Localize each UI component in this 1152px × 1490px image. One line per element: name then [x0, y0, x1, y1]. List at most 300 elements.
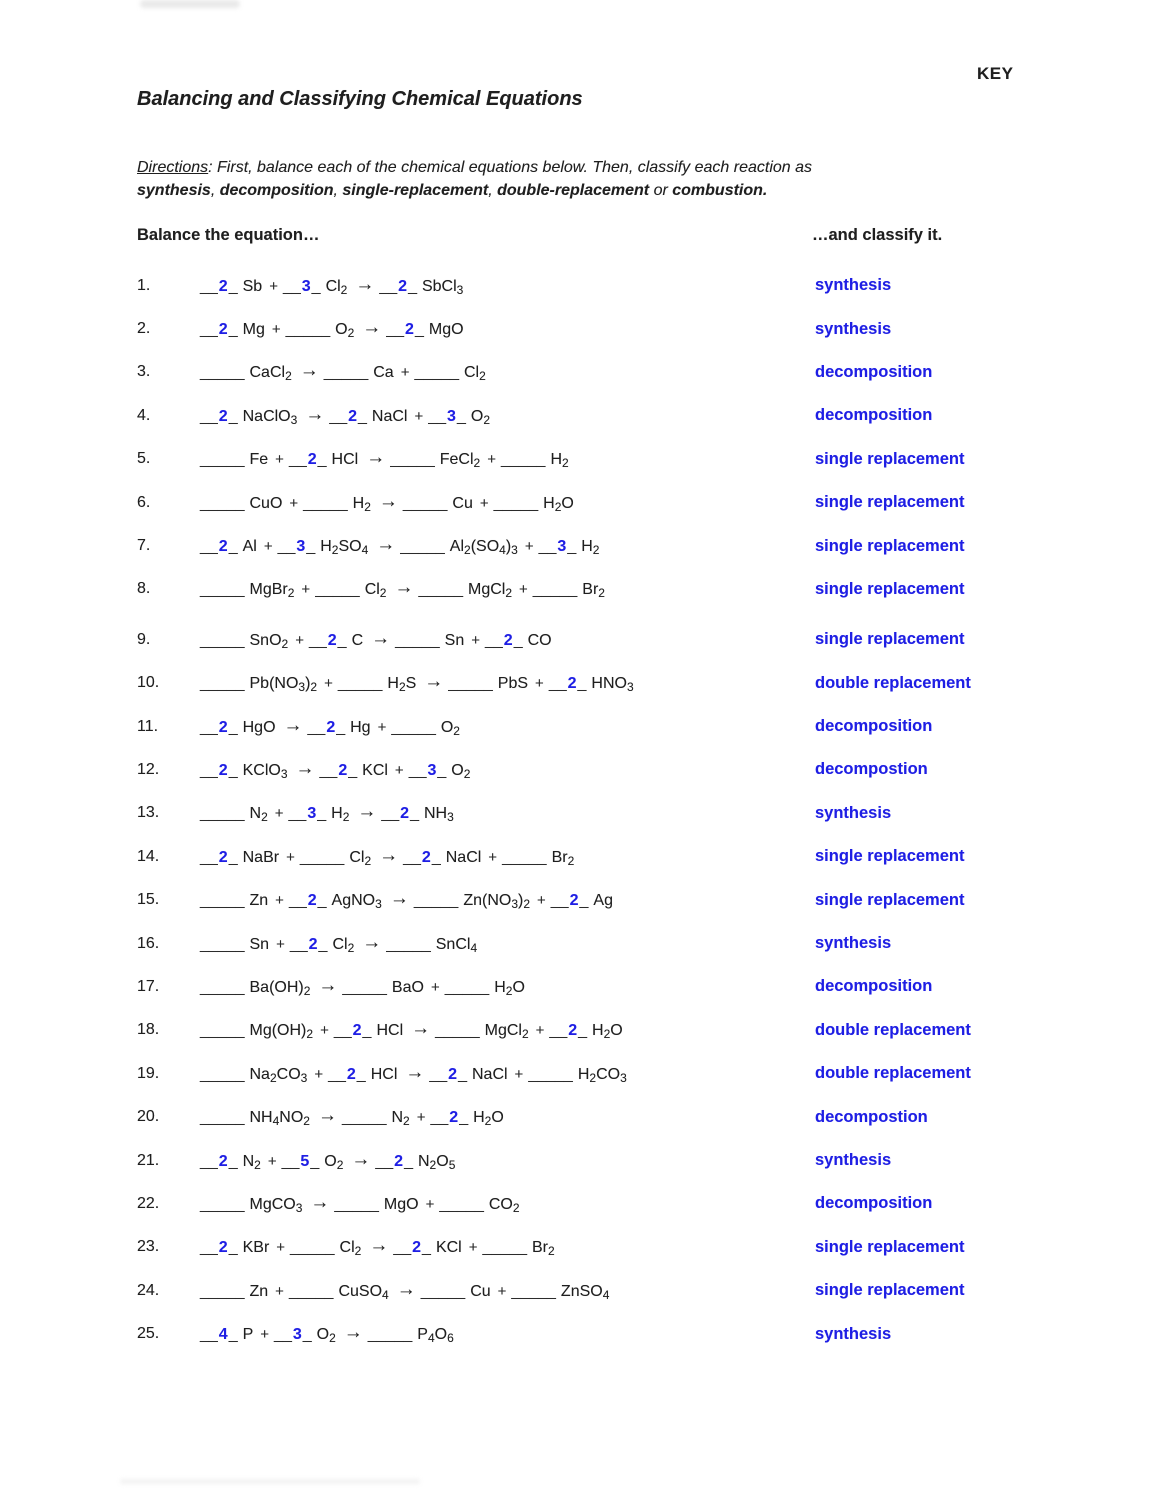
reaction-type-term: synthesis [137, 181, 211, 199]
equation-body [200, 1193, 525, 1215]
coefficient-value: 2 [348, 407, 358, 425]
answer-blank-empty [200, 1066, 245, 1083]
chemical-formula: Sn [444, 631, 465, 649]
coefficient-value: 3 [557, 538, 567, 556]
equation-number: 25. [137, 1325, 160, 1343]
answer-blank-filled [549, 675, 587, 692]
plus-operator: + [416, 1109, 426, 1127]
answer-blank-empty [445, 979, 490, 996]
reaction-arrow-icon: → [411, 1018, 431, 1040]
blank-line: __ [200, 718, 218, 736]
answer-blank-filled [539, 538, 577, 555]
answer-blank-empty [200, 451, 245, 468]
chemical-formula: MgCl$_2$ [484, 1022, 529, 1042]
blank-line: __ [430, 1109, 449, 1127]
blank-line: _____ [315, 581, 360, 599]
answer-blank-empty [501, 451, 546, 468]
blank-line: _____ [493, 494, 539, 512]
coefficient-value: 4 [218, 1326, 228, 1344]
blank-line: _ [310, 1152, 320, 1170]
blank-line: __ [333, 1022, 352, 1040]
blank-line: __ [274, 1326, 292, 1344]
chemical-formula: Sb [242, 277, 263, 295]
blank-line: _ [362, 1022, 372, 1040]
reaction-arrow-icon: → [295, 757, 315, 779]
answer-blank-empty [338, 675, 383, 692]
blank-line: _ [404, 1152, 413, 1170]
answer-blank-filled [278, 538, 316, 555]
coefficient-value: 5 [300, 1152, 310, 1170]
answer-blank-empty [421, 1283, 466, 1300]
equation-number: 5. [137, 450, 151, 468]
blank-line: __ [282, 277, 301, 295]
blank-line: __ [288, 451, 307, 469]
answer-blank-empty [528, 1066, 573, 1083]
chemical-formula: ZnSO$_4$ [560, 1282, 610, 1302]
equation-row [137, 1139, 1152, 1182]
plus-operator: + [301, 581, 311, 599]
equation-row [137, 878, 1152, 921]
chemical-formula: $HNO_3$ [591, 675, 634, 695]
blank-line: _____ [303, 494, 348, 512]
blank-line: __ [200, 1326, 218, 1344]
reaction-type-term: single-replacement [342, 181, 489, 199]
reaction-arrow-icon: → [305, 403, 325, 425]
blank-line: _ [459, 1109, 469, 1127]
reaction-arrow-icon: → [343, 1322, 363, 1344]
blank-line: _____ [200, 935, 245, 953]
answer-blank-filled [309, 632, 347, 649]
equation-row [137, 351, 1152, 394]
classification-label: decomposition [815, 362, 933, 381]
classification-label: decomposition [815, 406, 933, 425]
blank-line: _ [228, 1152, 238, 1170]
blank-line: __ [288, 892, 307, 910]
equation-row [137, 1312, 1152, 1355]
equation-body [200, 672, 639, 694]
chemical-formula: KCl [362, 761, 388, 779]
chemical-formula: KClO$_3$ [242, 761, 288, 781]
answer-blank-empty [418, 581, 463, 598]
answer-blank-empty [391, 719, 436, 736]
answer-blank-filled [200, 408, 238, 425]
blank-line: _ [431, 848, 441, 866]
chemical-formula: $Cl_2$ [349, 848, 372, 868]
blank-line: _____ [367, 1326, 413, 1344]
directions-text: : First, balance each of the chemical equations below. Then, classify each reaction as [208, 159, 813, 176]
blank-line: _ [317, 451, 327, 469]
directions-line-2 [137, 180, 997, 203]
blank-line: _____ [395, 631, 440, 649]
blank-line: _____ [200, 1022, 245, 1040]
blank-line: _____ [285, 321, 331, 339]
blank-line: _ [513, 631, 523, 649]
blank-line: _____ [532, 581, 578, 599]
chemical-formula: $H_2O$ [494, 978, 525, 998]
classification-label: synthesis [815, 803, 892, 822]
classification-label: synthesis [815, 934, 892, 953]
equation-body [200, 405, 495, 427]
chemical-formula: NaCl [445, 848, 482, 866]
coefficient-value: 2 [394, 1152, 404, 1170]
equation-row [137, 264, 1152, 307]
column-headers [137, 226, 1152, 245]
chemical-formula: MgCO$_3$ [249, 1195, 303, 1215]
coefficient-value: 3 [307, 805, 317, 823]
reaction-arrow-icon: → [369, 1235, 389, 1257]
reaction-arrow-icon: → [366, 447, 386, 469]
blank-line: __ [393, 1239, 412, 1257]
equation-body [200, 1150, 460, 1172]
chemical-formula: $Mg(OH)_2$ [249, 1022, 314, 1042]
blank-line: __ [200, 761, 218, 779]
blank-line: _____ [502, 848, 547, 866]
plus-operator: + [260, 1326, 270, 1344]
coefficient-value: 2 [327, 631, 337, 649]
chemical-formula: NaClO$_3$ [242, 407, 298, 427]
answer-blank-empty [395, 632, 440, 649]
answer-blank-empty [400, 538, 445, 555]
chemical-formula: Ag [593, 892, 613, 910]
answer-blank-empty [414, 892, 459, 909]
answer-blank-filled [431, 1109, 469, 1126]
equation-number: 2. [137, 320, 151, 338]
answer-blank-filled [283, 278, 321, 295]
blank-line: _____ [200, 1065, 245, 1083]
blank-line: _____ [334, 1195, 379, 1213]
coefficient-value: 2 [400, 805, 410, 823]
plus-operator: + [275, 1282, 284, 1300]
column-header-left: Balance the equation… [137, 226, 320, 244]
equation-body [200, 535, 604, 557]
classification-label: decompostion [815, 760, 928, 779]
blank-line: _____ [482, 1239, 527, 1257]
equation-number: 8. [137, 580, 151, 598]
equation-row [137, 438, 1152, 481]
answer-blank-empty [200, 1283, 245, 1300]
answer-blank-empty [342, 979, 387, 996]
blank-line: _ [458, 1065, 467, 1083]
equation-body [200, 448, 574, 470]
chemical-formula: $N_2O_5$ [417, 1152, 456, 1172]
chemical-formula: HCl [331, 451, 359, 469]
classification-label: decomposition [815, 1194, 933, 1213]
coefficient-value: 2 [218, 277, 228, 295]
reaction-arrow-icon: → [299, 360, 319, 382]
chemical-formula: $H_2O$ [543, 494, 574, 514]
blank-line: _____ [528, 1065, 573, 1083]
equation-body [200, 361, 491, 383]
blank-line: _____ [200, 364, 245, 382]
equation-row [137, 1095, 1152, 1138]
classification-label: synthesis [815, 1151, 892, 1169]
answer-blank-filled [282, 1153, 320, 1170]
reaction-type-term: double-replacement [497, 181, 650, 199]
blank-line: _____ [400, 538, 445, 556]
blank-line: _____ [200, 494, 245, 512]
coefficient-value: 2 [449, 1109, 459, 1127]
chemical-formula: $Cl_2$ [339, 1239, 362, 1259]
answer-blank-filled [289, 451, 327, 468]
blank-line: _ [228, 1239, 238, 1257]
chemical-formula: HgO [242, 718, 276, 736]
chemical-formula: Ca [373, 364, 394, 382]
equation-number: 20. [137, 1108, 160, 1126]
reaction-arrow-icon: → [318, 974, 338, 996]
directions [137, 157, 997, 202]
coefficient-value: 2 [412, 1239, 422, 1257]
plus-operator: + [524, 538, 534, 556]
reaction-arrow-icon: → [362, 317, 382, 339]
answer-blank-filled [429, 1066, 467, 1083]
coefficient-value: 2 [307, 892, 317, 910]
equation-body [200, 1106, 509, 1128]
chemical-formula: BaO [391, 978, 424, 996]
answer-blank-empty [533, 581, 578, 598]
equations-list [137, 264, 1152, 1356]
answer-blank-filled [386, 321, 424, 338]
answer-blank-empty [483, 1239, 528, 1256]
equation-row [137, 835, 1152, 878]
equation-row [137, 965, 1152, 1008]
chemical-formula: NaCl [471, 1065, 508, 1083]
coefficient-value: 3 [292, 1326, 302, 1344]
blank-line: _____ [200, 581, 245, 599]
chemical-formula: $O_2$ [470, 407, 490, 427]
classification-label: single replacement [815, 890, 965, 909]
coefficient-value: 2 [308, 935, 318, 953]
equation-number: 12. [137, 760, 160, 778]
blank-line: _____ [386, 935, 431, 953]
answer-blank-empty [342, 1109, 387, 1126]
coefficient-value: 2 [421, 848, 431, 866]
blank-line: __ [200, 321, 218, 339]
equation-body [200, 1280, 614, 1302]
plus-operator: + [514, 1065, 524, 1083]
blank-line: _____ [420, 1282, 466, 1300]
plus-operator: + [487, 451, 496, 469]
answer-blank-empty [200, 364, 245, 381]
blank-line: _ [337, 631, 347, 649]
equation-body [200, 1323, 459, 1345]
chemical-formula: $O_2$ [335, 321, 355, 341]
plus-operator: + [430, 978, 440, 996]
blank-line: _____ [200, 631, 245, 649]
answer-blank-filled [320, 762, 358, 779]
directions-text: , [488, 181, 498, 199]
blank-line: __ [538, 538, 557, 556]
reaction-arrow-icon: → [351, 1148, 371, 1170]
answer-blank-empty [200, 495, 245, 512]
equation-number: 13. [137, 804, 160, 822]
answer-blank-filled [200, 762, 238, 779]
chemical-formula: Zn [249, 892, 269, 910]
chemical-formula: SnO$_2$ [249, 631, 289, 651]
coefficient-value: 3 [427, 761, 437, 779]
plus-operator: + [263, 538, 273, 556]
plus-operator: + [377, 718, 387, 736]
answer-blank-filled [485, 632, 523, 649]
chemical-formula: CuO [249, 494, 283, 512]
classification-label: decomposition [815, 717, 933, 736]
answer-blank-filled [200, 1239, 238, 1256]
reaction-type-term: combustion. [672, 181, 768, 199]
equation-number: 9. [137, 630, 151, 648]
plus-operator: + [519, 581, 528, 599]
answer-blank-empty [502, 849, 547, 866]
chemical-formula: $N_2$ [249, 805, 268, 825]
blank-line: _____ [435, 1022, 480, 1040]
equation-number: 10. [137, 674, 160, 692]
chemical-formula: Fe [249, 451, 269, 469]
blank-line: _____ [390, 451, 435, 469]
coefficient-value: 2 [352, 1022, 362, 1040]
answer-blank-filled [200, 538, 238, 555]
chemical-formula: $Zn(NO_3)_2$ [463, 892, 531, 912]
blank-line: __ [428, 407, 447, 425]
blank-line: _____ [200, 451, 245, 469]
page-title: Balancing and Classifying Chemical Equations [137, 88, 583, 110]
answer-blank-filled [274, 1326, 312, 1343]
reaction-arrow-icon: → [310, 1191, 330, 1213]
blank-line: __ [319, 761, 338, 779]
classification-label: double replacement [815, 673, 971, 692]
coefficient-value: 2 [307, 451, 317, 469]
classification-label: single replacement [815, 1237, 965, 1256]
answer-blank-filled [428, 408, 466, 425]
reaction-arrow-icon: → [378, 490, 398, 512]
equation-body [200, 578, 610, 600]
answer-blank-empty [200, 675, 245, 692]
plus-operator: + [535, 675, 544, 693]
chemical-formula: Cu [452, 494, 473, 512]
equation-body [200, 629, 557, 651]
answer-blank-filled [200, 1326, 238, 1343]
answer-blank-filled [551, 892, 589, 909]
chemical-formula: $NH_4NO_2$ [249, 1109, 310, 1129]
coefficient-value: 2 [218, 538, 228, 556]
equation-number: 18. [137, 1021, 160, 1039]
classification-label: single replacement [815, 536, 965, 555]
blank-line: _____ [200, 805, 245, 823]
plus-operator: + [269, 277, 278, 295]
blank-line: _ [302, 1326, 312, 1344]
equation-body [200, 275, 468, 297]
blank-line: __ [379, 277, 398, 295]
scan-artifact [120, 1479, 420, 1484]
chemical-formula: MgBr$_2$ [249, 581, 295, 601]
answer-blank-empty [289, 1283, 334, 1300]
blank-line: _ [228, 761, 238, 779]
reaction-arrow-icon: → [362, 931, 382, 953]
chemical-formula: Hg [350, 718, 371, 736]
answer-blank-empty [368, 1326, 413, 1343]
blank-line: __ [289, 935, 308, 953]
chemical-formula: MgO [383, 1195, 419, 1213]
answer-blank-empty [315, 581, 360, 598]
blank-line: _____ [299, 848, 345, 866]
blank-line: __ [429, 1065, 448, 1083]
answer-blank-empty [511, 1283, 556, 1300]
chemical-formula: $CO_2$ [488, 1195, 520, 1215]
answer-blank-empty [200, 936, 245, 953]
answer-blank-empty [290, 1239, 335, 1256]
answer-blank-filled [308, 719, 346, 736]
blank-line: _____ [439, 1195, 484, 1213]
blank-line: _ [577, 675, 587, 693]
chemical-formula: Sn [249, 935, 270, 953]
equation-number: 14. [137, 847, 160, 865]
answer-blank-filled [409, 762, 447, 779]
classification-label: single replacement [815, 579, 965, 598]
answer-blank-filled [379, 278, 417, 295]
coefficient-value: 2 [568, 1022, 578, 1040]
chemical-formula: CO [527, 631, 552, 649]
blank-line: __ [308, 631, 327, 649]
answer-blank-empty [390, 451, 435, 468]
answer-blank-filled [200, 321, 238, 338]
answer-blank-empty [435, 1022, 480, 1039]
answer-blank-empty [494, 495, 539, 512]
blank-line: _____ [200, 1195, 245, 1213]
plus-operator: + [275, 892, 284, 910]
blank-line: __ [200, 407, 218, 425]
chemical-formula: $H_2$ [581, 538, 600, 558]
chemical-formula: $O_2$ [440, 718, 460, 738]
answer-blank-filled [328, 1066, 366, 1083]
plus-operator: + [276, 935, 285, 953]
classification-label: double replacement [815, 1064, 971, 1083]
reaction-arrow-icon: → [357, 801, 377, 823]
blank-line: _ [414, 321, 424, 339]
reaction-arrow-icon: → [355, 273, 375, 295]
blank-line: _ [306, 538, 316, 556]
blank-line: _____ [200, 675, 245, 693]
equation-number: 17. [137, 977, 160, 995]
classification-label: synthesis [815, 276, 892, 295]
chemical-formula: $Cl_2$ [463, 364, 486, 384]
blank-line: __ [200, 1152, 218, 1170]
answer-blank-empty [200, 892, 245, 909]
coefficient-value: 2 [346, 1065, 356, 1083]
chemical-formula: $N_2$ [242, 1152, 261, 1172]
chemical-formula: $H_2$ [352, 494, 371, 514]
classification-label: decomposition [815, 977, 933, 996]
directions-label: Directions [137, 159, 209, 176]
equation-row [137, 1009, 1152, 1052]
equation-number: 7. [137, 537, 151, 555]
answer-blank-filled [393, 1239, 431, 1256]
blank-line: _ [356, 1065, 366, 1083]
directions-text: , [210, 181, 220, 199]
scan-artifact [140, 0, 240, 8]
plus-operator: + [286, 848, 295, 866]
answer-blank-empty [200, 632, 245, 649]
blank-line: _____ [200, 978, 245, 996]
blank-line: _ [579, 892, 589, 910]
answer-blank-empty [300, 849, 345, 866]
blank-line: _____ [444, 978, 490, 996]
chemical-formula: MgO [428, 321, 464, 339]
coefficient-value: 2 [338, 761, 348, 779]
equation-number: 1. [137, 276, 151, 294]
chemical-formula: $H_2O$ [592, 1022, 623, 1042]
blank-line: _____ [200, 892, 245, 910]
chemical-formula: $Br_2$ [532, 1239, 555, 1259]
equation-number: 16. [137, 934, 160, 952]
coefficient-value: 2 [218, 1152, 228, 1170]
coefficient-value: 2 [218, 407, 228, 425]
